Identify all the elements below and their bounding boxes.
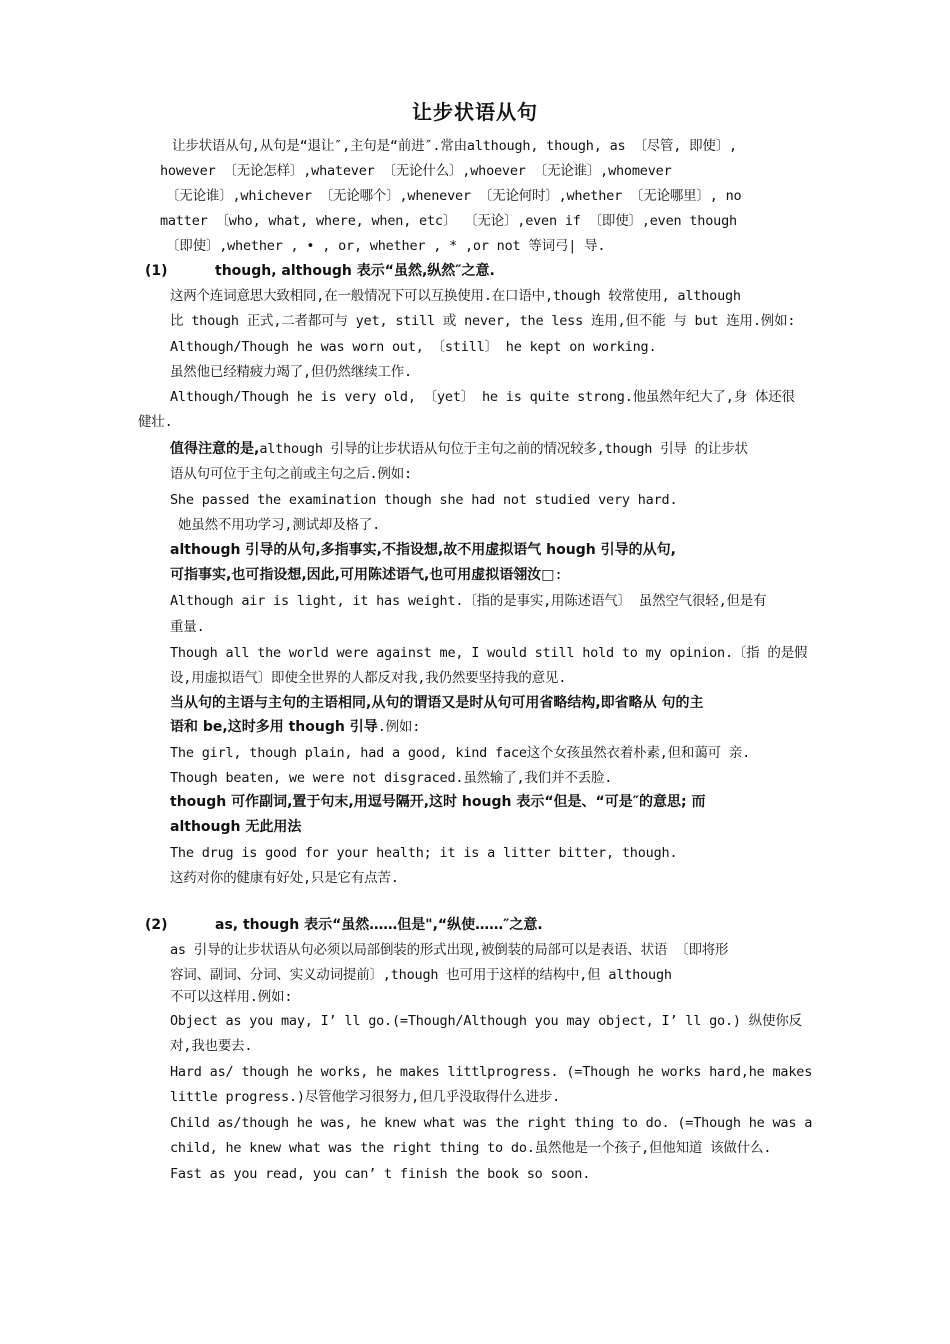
bold-rule-text: 可指事实,也可指设想,因此,可用陈述语气,也可用虚拟语翎汝□ — [170, 567, 555, 583]
example-zh: 这药对你的健康有好处,只是它有点苦. — [170, 870, 399, 886]
example-line: Although air is light, it has weight.〔指的是事实,用陈述语气〕 虽然空气很轻,但是有 — [170, 593, 767, 609]
section2-line: little progress.)尽管他学习很努力,但几乎没取得什么进步. — [170, 1089, 561, 1105]
note-rest: although 引导的让步状语从句位于主句之前的情况较多,though 引导 的让步状 — [259, 441, 748, 457]
intro-line: 让步状语从句,从句是“退让″,主句是“前进″.常由although, though, as 〔尽管, 即使〕, — [172, 138, 737, 154]
section2-line: Object as you may, I’ ll go.(=Though/Although you may object, I’ ll go.) 纵使你反 — [170, 1013, 802, 1029]
example-line: 设,用虚拟语气〕即使全世界的人都反对我,我仍然要坚持我的意见. — [170, 670, 567, 686]
section1-line: 健壮. — [138, 414, 173, 430]
bold-rule-text: 语和 be,这时多用 though 引导 — [170, 719, 378, 735]
intro-line: however 〔无论怎样〕,whatever 〔无论什么〕,whoever 〔无论谁〕,whomever — [160, 163, 672, 179]
section1-line: Although/Though he was worn out, 〔still〕 he kept on working. — [170, 339, 657, 355]
intro-line: 〔即使〕,whether , • , or, whether , * ,or not 等词弓| 导. — [166, 238, 606, 254]
example-line: Though beaten, we were not disgraced.虽然输了,我们并不丢脸. — [170, 770, 613, 786]
section2-heading: as, though 表示“虽然……但是",“纵使……″之意. — [215, 917, 543, 933]
intro-line: matter 〔who, what, where, when, etc〕 〔无论〕,even if 〔即使〕,even though — [160, 213, 737, 229]
bold-rule: although 无此用法 — [170, 819, 302, 835]
section2-line: 容词、副词、分词、实义动词提前〕,though 也可用于这样的结构中,但 although — [170, 967, 672, 983]
section1-line: 这两个连词意思大致相同,在一般情况下可以互换使用.在口语中,though 较常使用, although — [170, 288, 741, 304]
section2-line: Fast as you read, you can’ t finish the book so soon. — [170, 1166, 591, 1182]
intro-line: 〔无论谁〕,whichever 〔无论哪个〕,whenever 〔无论何时〕,whether 〔无论哪里〕, no — [166, 188, 742, 204]
section2-line: Child as/though he was, he knew what was the right thing to do. (=Though he was a — [170, 1115, 813, 1131]
section2-line: child, he knew what was the right thing to do.虽然他是一个孩子,但他知道 该做什么. — [170, 1140, 772, 1156]
example-zh: 她虽然不用功学习,测试却及格了. — [178, 517, 381, 533]
section1-line: Although/Though he is very old, 〔yet〕 he is quite strong.他虽然年纪大了,身 体还很 — [170, 389, 795, 405]
bold-rule: though 可作副词,置于句末,用逗号隔开,这时 hough 表示“但是、“可是″的意思; 而 — [170, 794, 706, 810]
example-line: The girl, though plain, had a good, kind face这个女孩虽然衣着朴素,但和蔼可 亲. — [170, 745, 751, 761]
section1-line: 虽然他已经精疲力竭了,但仍然继续工作. — [170, 364, 412, 380]
bold-rule-line — [170, 718, 420, 736]
bold-rule-tail: .例如: — [377, 719, 421, 735]
bold-rule-line — [170, 566, 562, 584]
example-en: The drug is good for your health; it is a litter bitter, though. — [170, 845, 678, 861]
section2-line: as 引导的让步状语从句必须以局部倒装的形式出现,被倒装的局部可以是表语、状语 〔即将形 — [170, 942, 729, 958]
section2-line: 不可以这样用.例如: — [170, 989, 293, 1005]
section2-line: 对,我也要去. — [170, 1038, 253, 1054]
example-line: Though all the world were against me, I would still hold to my opinion.〔指 的是假 — [170, 645, 808, 661]
note-bold: 值得注意的是, — [170, 441, 260, 457]
example-line: 重量. — [170, 619, 205, 635]
bold-rule: although 引导的从句,多指事实,不指设想,故不用虚拟语气 hough 引导的从句, — [170, 542, 676, 558]
section2-line: Hard as/ though he works, he makes littlprogress. (=Though he works hard,he makes — [170, 1064, 813, 1080]
section2-number: (2) — [145, 917, 168, 933]
example-en: She passed the examination though she had not studied very hard. — [170, 492, 678, 508]
page-title: 让步状语从句 — [412, 100, 538, 124]
bold-rule: 当从句的主语与主句的主语相同,从句的谓语又是时从句可用省略结构,即省略从 句的主 — [170, 695, 704, 711]
section1-heading: though, although 表示“虽然,纵然″之意. — [215, 263, 495, 279]
section1-line: 比 though 正式,二者都可与 yet, still 或 never, the less 连用,但不能 与 but 连用.例如: — [170, 313, 796, 329]
note-continuation: 语从句可位于主句之前或主句之后.例如: — [170, 466, 412, 482]
bold-rule-tail: : — [554, 567, 563, 583]
note-line — [170, 440, 748, 458]
section1-number: (1) — [145, 263, 168, 279]
